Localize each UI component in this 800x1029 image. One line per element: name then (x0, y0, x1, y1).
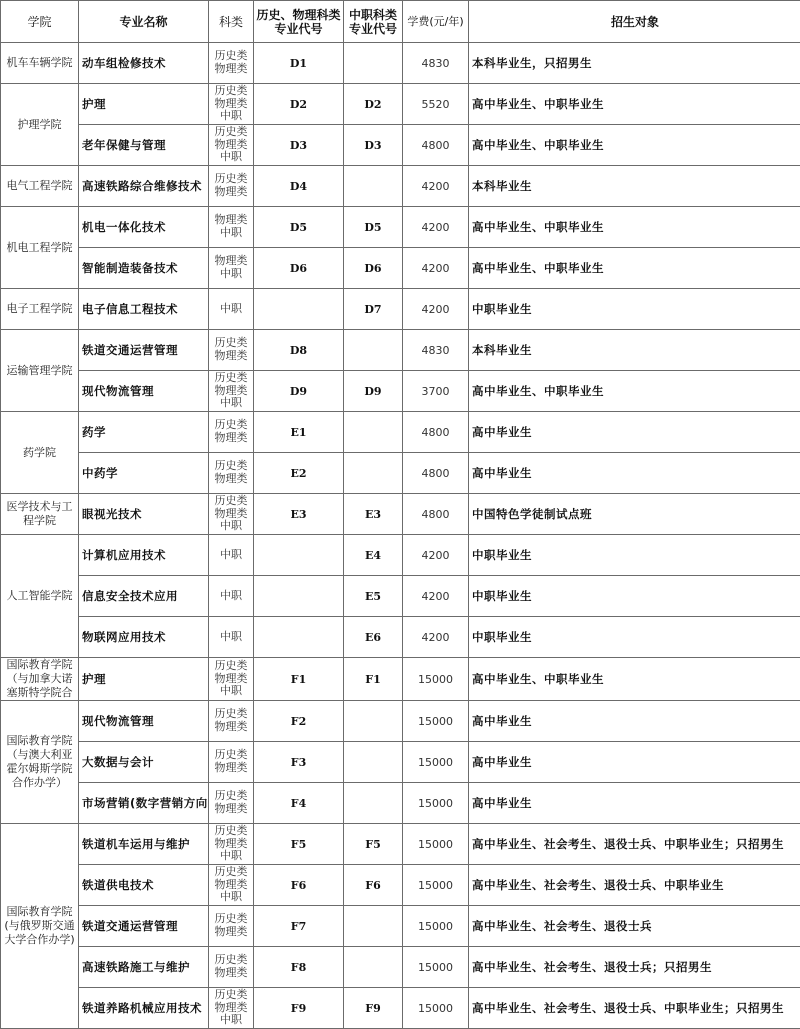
major-cell: 物联网应用技术 (79, 617, 209, 658)
major-cell: 信息安全技术应用 (79, 576, 209, 617)
table-row (1, 43, 800, 84)
category-line: 中职 (209, 685, 253, 698)
category-cell (209, 371, 254, 412)
table-row (1, 125, 800, 166)
target-cell: 高中毕业生、社会考生、退役士兵、中职毕业生 (469, 865, 800, 906)
category-line: 物理类 (209, 473, 253, 486)
category-line: 物理类 (209, 721, 253, 734)
category-cell (209, 330, 254, 371)
category-cell (209, 906, 254, 947)
code-hist-phys-cell (254, 289, 344, 330)
code-hist-phys-cell: F6 (254, 865, 344, 906)
category-line: 历史类 (209, 460, 253, 473)
code-vocational-cell: D6 (344, 248, 403, 289)
fee-cell: 15000 (403, 947, 469, 988)
code-vocational-cell (344, 701, 403, 742)
code-hist-phys-cell: D8 (254, 330, 344, 371)
fee-cell: 15000 (403, 865, 469, 906)
category-cell (209, 84, 254, 125)
category-line: 历史类 (209, 173, 253, 186)
category-line: 物理类 (209, 255, 253, 268)
college-cell: 医学技术与工程学院 (1, 494, 79, 535)
category-cell (209, 824, 254, 865)
category-cell (209, 166, 254, 207)
category-line: 历史类 (209, 50, 253, 63)
code-vocational-cell: E6 (344, 617, 403, 658)
code-hist-phys-cell: D3 (254, 125, 344, 166)
header-code-vocational-line1: 中职科类 (344, 8, 402, 22)
fee-cell: 15000 (403, 783, 469, 824)
major-cell: 电子信息工程技术 (79, 289, 209, 330)
header-target: 招生对象 (469, 1, 800, 43)
major-cell: 护理 (79, 658, 209, 701)
code-vocational-cell: F9 (344, 988, 403, 1029)
header-row (1, 1, 800, 43)
header-code-hist-phys-line1: 历史、物理科类 (254, 8, 343, 22)
category-cell (209, 494, 254, 535)
category-cell (209, 658, 254, 701)
major-cell: 现代物流管理 (79, 701, 209, 742)
table-row (1, 576, 800, 617)
table-row (1, 658, 800, 701)
category-cell (209, 289, 254, 330)
fee-cell: 4800 (403, 453, 469, 494)
code-vocational-cell: D7 (344, 289, 403, 330)
table-row (1, 412, 800, 453)
category-line: 历史类 (209, 708, 253, 721)
fee-cell: 4200 (403, 535, 469, 576)
college-cell: 人工智能学院 (1, 535, 79, 658)
category-line: 中职 (209, 227, 253, 240)
table-row (1, 742, 800, 783)
target-cell: 高中毕业生 (469, 412, 800, 453)
table-row (1, 906, 800, 947)
code-vocational-cell: D9 (344, 371, 403, 412)
code-vocational-cell: D5 (344, 207, 403, 248)
category-line: 物理类 (209, 98, 253, 111)
category-line: 中职 (209, 549, 253, 562)
target-cell: 本科毕业生，只招男生 (469, 43, 800, 84)
college-cell: 机电工程学院 (1, 207, 79, 289)
fee-cell: 4800 (403, 412, 469, 453)
table-row (1, 494, 800, 535)
code-vocational-cell (344, 742, 403, 783)
category-line: 中职 (209, 303, 253, 316)
target-cell: 本科毕业生 (469, 330, 800, 371)
table-row (1, 988, 800, 1029)
header-code-hist-phys (254, 1, 344, 43)
table-row (1, 535, 800, 576)
target-cell: 高中毕业生、中职毕业生 (469, 658, 800, 701)
fee-cell: 5520 (403, 84, 469, 125)
major-cell: 铁道供电技术 (79, 865, 209, 906)
college-cell: 运输管理学院 (1, 330, 79, 412)
major-cell: 药学 (79, 412, 209, 453)
fee-cell: 3700 (403, 371, 469, 412)
major-cell: 铁道养路机械应用技术 (79, 988, 209, 1029)
college-cell: 电气工程学院 (1, 166, 79, 207)
code-hist-phys-cell: F2 (254, 701, 344, 742)
fee-cell: 15000 (403, 988, 469, 1029)
table-row (1, 947, 800, 988)
code-vocational-cell (344, 330, 403, 371)
category-line: 物理类 (209, 879, 253, 892)
target-cell: 高中毕业生 (469, 701, 800, 742)
category-line: 中职 (209, 397, 253, 410)
code-vocational-cell (344, 412, 403, 453)
target-cell: 本科毕业生 (469, 166, 800, 207)
code-hist-phys-cell: F9 (254, 988, 344, 1029)
code-vocational-cell: D3 (344, 125, 403, 166)
category-line: 物理类 (209, 926, 253, 939)
table-row (1, 617, 800, 658)
code-hist-phys-cell (254, 617, 344, 658)
code-hist-phys-cell: D1 (254, 43, 344, 84)
fee-cell: 4200 (403, 248, 469, 289)
code-vocational-cell (344, 453, 403, 494)
category-line: 历史类 (209, 419, 253, 432)
code-hist-phys-cell: F4 (254, 783, 344, 824)
major-cell: 铁道机车运用与维护 (79, 824, 209, 865)
category-cell (209, 576, 254, 617)
category-line: 中职 (209, 268, 253, 281)
major-cell: 动车组检修技术 (79, 43, 209, 84)
code-vocational-cell (344, 783, 403, 824)
fee-cell: 15000 (403, 658, 469, 701)
category-line: 物理类 (209, 139, 253, 152)
fee-cell: 15000 (403, 701, 469, 742)
category-line: 历史类 (209, 660, 253, 673)
category-line: 物理类 (209, 838, 253, 851)
target-cell: 中职毕业生 (469, 617, 800, 658)
fee-cell: 4800 (403, 125, 469, 166)
code-hist-phys-cell: D9 (254, 371, 344, 412)
fee-cell: 4800 (403, 494, 469, 535)
code-vocational-cell: E5 (344, 576, 403, 617)
category-line: 物理类 (209, 186, 253, 199)
fee-cell: 4200 (403, 576, 469, 617)
header-code-vocational-line2: 专业代号 (344, 22, 402, 36)
code-vocational-cell (344, 906, 403, 947)
category-line: 物理类 (209, 967, 253, 980)
table-row (1, 783, 800, 824)
table-body (1, 43, 800, 1029)
category-cell (209, 207, 254, 248)
category-cell (209, 783, 254, 824)
code-hist-phys-cell: F8 (254, 947, 344, 988)
category-line: 物理类 (209, 673, 253, 686)
target-cell: 高中毕业生、社会考生、退役士兵、中职毕业生；只招男生 (469, 988, 800, 1029)
table-row (1, 166, 800, 207)
category-cell (209, 535, 254, 576)
code-vocational-cell (344, 43, 403, 84)
fee-cell: 15000 (403, 906, 469, 947)
category-cell (209, 248, 254, 289)
category-line: 历史类 (209, 495, 253, 508)
code-vocational-cell: F1 (344, 658, 403, 701)
table-row (1, 701, 800, 742)
category-line: 历史类 (209, 372, 253, 385)
header-major: 专业名称 (79, 1, 209, 43)
fee-cell: 15000 (403, 742, 469, 783)
category-cell (209, 412, 254, 453)
category-line: 中职 (209, 151, 253, 164)
table-row (1, 248, 800, 289)
table-row (1, 824, 800, 865)
target-cell: 高中毕业生、中职毕业生 (469, 84, 800, 125)
fee-cell: 4830 (403, 43, 469, 84)
category-line: 历史类 (209, 825, 253, 838)
header-fee: 学费(元/年) (403, 1, 469, 43)
code-hist-phys-cell (254, 576, 344, 617)
code-hist-phys-cell: D6 (254, 248, 344, 289)
category-cell (209, 865, 254, 906)
college-cell: 国际教育学院（与加拿大诺塞斯特学院合 (1, 658, 79, 701)
major-cell: 老年保健与管理 (79, 125, 209, 166)
target-cell: 高中毕业生、中职毕业生 (469, 371, 800, 412)
target-cell: 高中毕业生 (469, 783, 800, 824)
category-line: 历史类 (209, 126, 253, 139)
header-code-hist-phys-line2: 专业代号 (254, 22, 343, 36)
category-line: 历史类 (209, 989, 253, 1002)
target-cell: 高中毕业生 (469, 453, 800, 494)
category-cell (209, 125, 254, 166)
header-category: 科类 (209, 1, 254, 43)
target-cell: 高中毕业生、中职毕业生 (469, 248, 800, 289)
category-line: 历史类 (209, 866, 253, 879)
category-line: 物理类 (209, 350, 253, 363)
category-line: 物理类 (209, 63, 253, 76)
category-line: 物理类 (209, 432, 253, 445)
major-cell: 中药学 (79, 453, 209, 494)
table-row (1, 84, 800, 125)
code-hist-phys-cell: F7 (254, 906, 344, 947)
category-line: 中职 (209, 631, 253, 644)
header-code-vocational (344, 1, 403, 43)
category-line: 物理类 (209, 385, 253, 398)
college-cell: 国际教育学院(与俄罗斯交通大学合作办学) (1, 824, 79, 1029)
category-line: 物理类 (209, 762, 253, 775)
table-row (1, 865, 800, 906)
table-row (1, 371, 800, 412)
category-line: 历史类 (209, 749, 253, 762)
fee-cell: 4200 (403, 617, 469, 658)
major-cell: 铁道交通运营管理 (79, 330, 209, 371)
category-line: 历史类 (209, 337, 253, 350)
header-college: 学院 (1, 1, 79, 43)
target-cell: 中职毕业生 (469, 289, 800, 330)
category-line: 中职 (209, 1014, 253, 1027)
code-vocational-cell: F6 (344, 865, 403, 906)
code-hist-phys-cell: F3 (254, 742, 344, 783)
category-line: 中职 (209, 850, 253, 863)
category-line: 物理类 (209, 214, 253, 227)
code-vocational-cell: D2 (344, 84, 403, 125)
fee-cell: 4830 (403, 330, 469, 371)
code-hist-phys-cell (254, 535, 344, 576)
category-line: 中职 (209, 590, 253, 603)
college-cell: 机车车辆学院 (1, 43, 79, 84)
category-line: 中职 (209, 110, 253, 123)
fee-cell: 4200 (403, 166, 469, 207)
college-cell: 药学院 (1, 412, 79, 494)
fee-cell: 4200 (403, 207, 469, 248)
target-cell: 高中毕业生、中职毕业生 (469, 125, 800, 166)
code-vocational-cell (344, 166, 403, 207)
code-hist-phys-cell: D2 (254, 84, 344, 125)
target-cell: 中职毕业生 (469, 535, 800, 576)
table-row (1, 330, 800, 371)
code-hist-phys-cell: E3 (254, 494, 344, 535)
table-row (1, 453, 800, 494)
category-cell (209, 43, 254, 84)
major-cell: 机电一体化技术 (79, 207, 209, 248)
code-hist-phys-cell: F1 (254, 658, 344, 701)
major-cell: 护理 (79, 84, 209, 125)
category-line: 物理类 (209, 803, 253, 816)
target-cell: 中职毕业生 (469, 576, 800, 617)
category-cell (209, 453, 254, 494)
category-cell (209, 701, 254, 742)
major-cell: 眼视光技术 (79, 494, 209, 535)
target-cell: 高中毕业生、社会考生、退役士兵；只招男生 (469, 947, 800, 988)
fee-cell: 4200 (403, 289, 469, 330)
category-line: 中职 (209, 891, 253, 904)
code-vocational-cell (344, 947, 403, 988)
code-hist-phys-cell: F5 (254, 824, 344, 865)
code-hist-phys-cell: E2 (254, 453, 344, 494)
category-cell (209, 617, 254, 658)
code-hist-phys-cell: E1 (254, 412, 344, 453)
target-cell: 高中毕业生 (469, 742, 800, 783)
target-cell: 中国特色学徒制试点班 (469, 494, 800, 535)
code-hist-phys-cell: D4 (254, 166, 344, 207)
code-vocational-cell: E4 (344, 535, 403, 576)
major-cell: 计算机应用技术 (79, 535, 209, 576)
category-line: 中职 (209, 520, 253, 533)
category-cell (209, 947, 254, 988)
major-cell: 智能制造装备技术 (79, 248, 209, 289)
fee-cell: 15000 (403, 824, 469, 865)
category-line: 历史类 (209, 85, 253, 98)
code-hist-phys-cell: D5 (254, 207, 344, 248)
table-row (1, 289, 800, 330)
target-cell: 高中毕业生、社会考生、退役士兵 (469, 906, 800, 947)
category-line: 物理类 (209, 1002, 253, 1015)
major-cell: 铁道交通运营管理 (79, 906, 209, 947)
college-cell: 电子工程学院 (1, 289, 79, 330)
code-vocational-cell: E3 (344, 494, 403, 535)
category-line: 历史类 (209, 954, 253, 967)
code-vocational-cell: F5 (344, 824, 403, 865)
category-cell (209, 988, 254, 1029)
major-cell: 大数据与会计 (79, 742, 209, 783)
major-cell: 市场营销(数字营销方向 (79, 783, 209, 824)
category-line: 历史类 (209, 790, 253, 803)
major-cell: 高速铁路综合维修技术 (79, 166, 209, 207)
category-line: 历史类 (209, 913, 253, 926)
major-cell: 现代物流管理 (79, 371, 209, 412)
college-cell: 护理学院 (1, 84, 79, 166)
major-cell: 高速铁路施工与维护 (79, 947, 209, 988)
target-cell: 高中毕业生、社会考生、退役士兵、中职毕业生；只招男生 (469, 824, 800, 865)
category-cell (209, 742, 254, 783)
category-line: 物理类 (209, 508, 253, 521)
college-cell: 国际教育学院（与澳大利亚霍尔姆斯学院合作办学） (1, 701, 79, 824)
table-row (1, 207, 800, 248)
target-cell: 高中毕业生、中职毕业生 (469, 207, 800, 248)
